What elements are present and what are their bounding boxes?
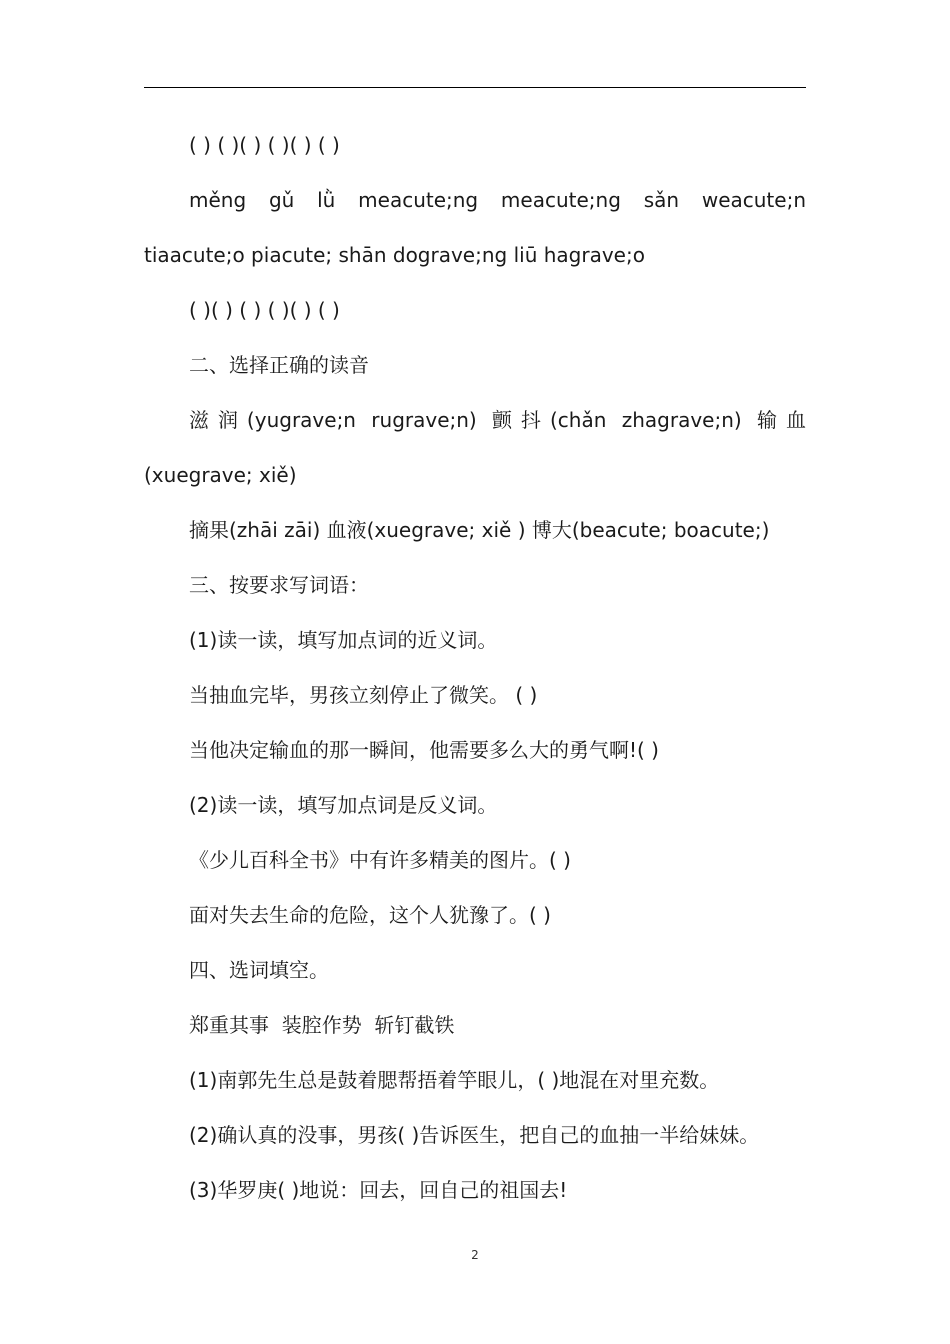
question-antonym-1: 《少儿百科全书》中有许多精美的图片。( ) — [189, 848, 571, 872]
fill-blank-1: (1)南郭先生总是鼓着腮帮捂着竽眼儿，( )地混在对里充数。 — [189, 1068, 720, 1092]
question-antonym-instruction: (2)读一读，填写加点词是反义词。 — [189, 793, 498, 817]
fill-blank-3: (3)华罗庚( )地说：回去，回自己的祖国去! — [189, 1178, 568, 1202]
fill-blank-2: (2)确认真的没事，男孩( )告诉医生，把自己的血抽一半给妹妹。 — [189, 1123, 760, 1147]
section-heading-2: 二、选择正确的读音 — [189, 353, 369, 377]
paragraph-reading-choice-1: 滋润(yugrave;n rugrave;n) 颤抖(chǎn zhagrave;n) 输血(xuegrave; xiě) — [144, 408, 806, 487]
question-synonym-instruction: (1)读一读，填写加点词的近义词。 — [189, 628, 498, 652]
paragraph-blanks-2: ( )( ) ( ) ( )( ) ( ) — [189, 298, 340, 322]
word-choices: 郑重其事 装腔作势 斩钉截铁 — [189, 1013, 455, 1037]
document-body — [144, 118, 806, 1218]
page-number: 2 — [471, 1248, 479, 1262]
paragraph-blanks-1: ( ) ( )( ) ( )( ) ( ) — [189, 133, 340, 157]
section-heading-4: 四、选词填空。 — [189, 958, 329, 982]
section-heading-3: 三、按要求写词语： — [189, 573, 369, 597]
question-antonym-2: 面对失去生命的危险，这个人犹豫了。( ) — [189, 903, 551, 927]
header-rule — [144, 87, 806, 88]
question-synonym-2: 当他决定输血的那一瞬间，他需要多么大的勇气啊!( ) — [189, 738, 659, 762]
question-synonym-1: 当抽血完毕，男孩立刻停止了微笑。 ( ) — [189, 683, 538, 707]
paragraph-reading-choice-2: 摘果(zhāi zāi) 血液(xuegrave; xiě ) 博大(beacute; boacute;) — [189, 518, 770, 542]
paragraph-pinyin: měng gǔ lǜ meacute;ng meacute;ng sǎn weacute;n tiaacute;o piacute; shān dograve;ng liū hagrave;o — [144, 188, 806, 267]
